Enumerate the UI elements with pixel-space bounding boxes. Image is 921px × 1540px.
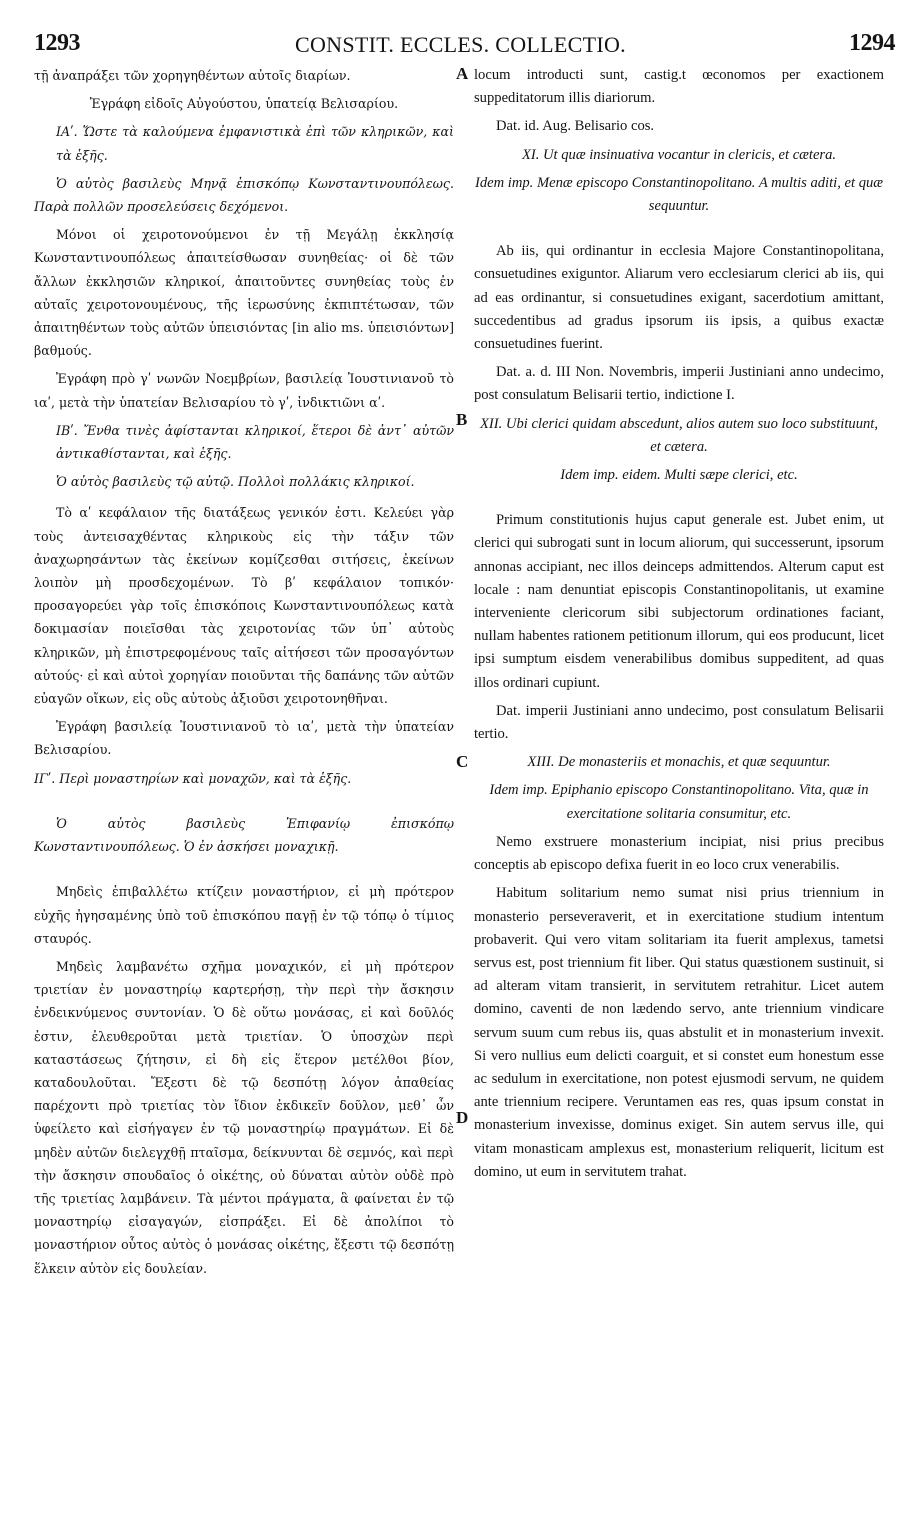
page-number-left: 1293 (34, 30, 80, 56)
running-title: CONSTIT. ECCLES. COLLECTIO. (295, 32, 626, 57)
greek-address-line: Ὁ αὐτὸς βασιλεὺς τῷ αὐτῷ. Πολλοὶ πολλάκις κληρικοί. (56, 474, 415, 490)
greek-date-line: Ἐγράφη πρὸ γʹ νωνῶν Νοεμβρίων, βασιλείᾳ Ἰουστινιανοῦ τὸ ιαʹ, μετὰ τὴν ὑπατείαν Βελισαρίου τὸ γʹ, ἰνδικτιῶνι αʹ. (34, 371, 454, 410)
greek-paragraph: Μόνοι οἱ χειροτονούμενοι ἐν τῇ Μεγάλῃ ἐκκλησίᾳ Κωνσταντινουπόλεως ἀπαιτείσθωσαν συνηθείας· οἱ δὲ τῶν ἄλλων ἐκκλησιῶν κληρικοί, ἀπαιτοῦντες συνηθείας τοὺς ἐν αὐταῖς χειροτονουμένους, τῆς ἱερωσύνης ἐκπιπτέτωσαν, τῶν ἀπαιτηθέντων τοὺς αὐτῶν ὑπεισιόντας [in alio ms. ὑπεισιόντων] βαθμούς. (34, 227, 454, 359)
latin-date-line: Dat. imperii Justiniani anno undecimo, post consulatum Belisarii tertio. (474, 702, 884, 743)
greek-address-line: Ὁ αὐτὸς βασιλεὺς Μηνᾷ ἐπισκόπῳ Κωνσταντινουπόλεως. Παρὰ πολλῶν προσελεύσεις δεχόμενοι. (34, 175, 454, 215)
latin-paragraph: Nemo exstruere monasterium incipiat, nisi prius precibus conceptis ab episcopo defixa fuerit in eo loco crux venerabilis. (474, 833, 884, 874)
latin-column (474, 64, 884, 1189)
page-number-right: 1294 (849, 30, 895, 56)
latin-text-continuation: locum introducti sunt, castig.t œconomos per exactionem suppeditatorum illis diariorum. (474, 67, 884, 107)
latin-paragraph: Ab iis, qui ordinantur in ecclesia Majore Constantinopolitana, consuetudines exiguntor. Aliarum vero ecclesiarum clerici ab iis, qui ad eas ordinantur, si consuetudines exigant, sacerdotium amittant, succedentibus ad gradus ipsorum iis ipsis, a quibus exactæ consuetudines fuerint. (474, 243, 884, 353)
latin-paragraph: Habitum solitarium nemo sumat nisi prius triennium in monasterio perseveraverit, et in exercitatione studium intentum probaverit. Qui vero vitam solitariam ita fuerit amplexus, tametsi servus est, post triennium fit liber. Qui status quæstionem sustinuit, si ad alteram vitam transierit, in servitutem retrahitur. Licet autem domino, caventi de non lædendo servo, ante triennium vindicare servum suum cum rebus iis, quas abstulit et in monasterium invexit. Si vero nullius eum delicti coarguit, et si constet eum honestum esse ac sedulum in exercitatione, non potest ejusmodi servum, ne quidem ante triennium recipere. Veruntamen eas res, quas ipsum constat in monasterium invexisse, dominus exiget. Sin autem servus ille, qui vitam monasticam amplexus est, monasterium reliquerit, licitum est domino, ut eum in servitutem trahat. (474, 885, 884, 1180)
greek-chapter-heading-12: ΙΒʹ. Ἔνθα τινὲς ἀφίστανται κληρικοί, ἕτεροι δὲ ἀντ᾽ αὐτῶν ἀντικαθίστανται, καὶ ἑξῆς. (56, 422, 454, 462)
latin-date-line: Dat. id. Aug. Belisario cos. (496, 118, 655, 135)
latin-chapter-heading-11: XI. Ut quæ insinuativa vocantur in clericis, et cætera. (521, 146, 837, 163)
margin-letter-a: A (456, 64, 469, 83)
latin-date-line: Dat. a. d. III Non. Novembris, imperii Justiniani anno undecimo, post consulatum Belisarii tertio, indictione I. (474, 364, 884, 404)
greek-chapter-heading-13: ΙΓʹ. Περὶ μοναστηρίων καὶ μοναχῶν, καὶ τὰ ἑξῆς. (34, 770, 352, 786)
greek-text-continuation: τῇ ἀναπράξει τῶν χορηγηθέντων αὐτοῖς διαρίων. (34, 68, 351, 83)
margin-letter-d: D (456, 1108, 469, 1127)
latin-chapter-heading-13: XIII. De monasteriis et monachis, et quæ sequuntur. (527, 754, 831, 771)
latin-address-line: Idem imp. Menæ episcopo Constantinopolitano. A multis aditi, et quæ sequuntur. (474, 174, 884, 215)
greek-address-line: Ὁ αὐτὸς βασιλεὺς Ἐπιφανίῳ ἐπισκόπῳ Κωνσταντινουπόλεως. Ὁ ἐν ἀσκήσει μοναχικῇ. (34, 815, 454, 855)
greek-paragraph: Μηδεὶς ἐπιβαλλέτω κτίζειν μοναστήριον, εἰ μὴ πρότερον εὐχῆς ἡγησαμένης ὑπὸ τοῦ ἐπισκόπου παγῇ ἐν τῷ τόπῳ ὁ τίμιος σταυρός. (34, 884, 454, 946)
greek-date-line: Ἐγράφη εἰδοῖς Αὐγούστου, ὑπατείᾳ Βελισαρίου. (89, 96, 399, 112)
greek-column (34, 64, 454, 1285)
latin-address-line: Idem imp. Epiphanio episcopo Constantinopolitano. Vita, quæ in exercitatione solitaria consumitur, etc. (489, 782, 869, 822)
margin-letter-c: C (456, 752, 469, 771)
margin-letter-b: B (456, 410, 468, 429)
greek-chapter-heading-11: ΙΑʹ. Ὥστε τὰ καλούμενα ἐμφανιστικὰ ἐπὶ τῶν κληρικῶν, καὶ τὰ ἑξῆς. (56, 124, 454, 163)
latin-chapter-heading-12: XII. Ubi clerici quidam abscedunt, alios autem suo loco substituunt, et cætera. (479, 415, 879, 455)
greek-date-line: Ἐγράφη βασιλείᾳ Ἰουστινιανοῦ τὸ ιαʹ, μετὰ τὴν ὑπατείαν Βελισαρίου. (34, 719, 454, 758)
page-header (0, 30, 921, 60)
greek-paragraph: Τὸ αʹ κεφάλαιον τῆς διατάξεως γενικόν ἐστι. Κελεύει γὰρ τοὺς ἀντεισαχθέντας κληρικοὺς εἰς τὴν τάξιν τῶν ἀναχωρησάντων τὰς ἐκείνων κομίζεσθαι σιτήσεις, ἐκείνων λοιπὸν μὴ προσδεχομένων. Τὸ βʹ κεφάλαιον τοπικόν· προσαγορεύει γὰρ τοῖς ἐπισκόποις Κωνσταντινουπόλεως κατὰ δοκιμασίαν ποιεῖσθαι τὰς χειροτονίας τῶν ὑπ᾽ αὐτοὺς κληρικῶν, μὴ ἐπιστρεφομένους ταῖς αἰτήσεσι τῶν προσαγόντων αὐτούς· εἰ καὶ αὐτοὶ χορηγίαν ποιοῦνται τῆς δαπάνης τῶν αὐτῶν εὐαγῶν οἴκων, εἰς οὓς αὐτοὺς ἀξιοῦσι χειροτονηθῆναι. (34, 505, 454, 707)
latin-paragraph: Primum constitutionis hujus caput generale est. Jubet enim, ut clerici qui subrogati sunt in locum aliorum, qui successerunt, ipsorum annonas accipiant, nec illos deinceps admittendos. Alterum caput est locale : nam denuntiat episcopis Constantinopolitanis, ut examine interveniente clericorum sibi subjectorum ordinationes faciant, nullam habentes rationem petitionum illorum, qui eos producunt, licet ipsi sumptum eisdem venerabilibus domibus suppeditent, ad quas illos ordinari cupiunt. (474, 512, 884, 691)
greek-paragraph: Μηδεὶς λαμβανέτω σχῆμα μοναχικόν, εἰ μὴ πρότερον τριετίαν ἐν μοναστηρίῳ καρτερήσῃ, τὴν περὶ τὴν ἄσκησιν ἐνδεικνύμενος συντονίαν. Ὁ δὲ οὕτω μονάσας, εἰ καὶ δοῦλός ἐστιν, ἐλευθεροῦται μετὰ τριετίαν. Ὁ ὑποσχὼν περὶ καταστάσεως ζήτησιν, εἰ δὴ εἰς ἕτερον μετέλθοι βίον, καταδουλοῦται. Ἔξεστι δὲ τῷ δεσπότῃ λόγον ἀπαθείας παρέχοντι πρὸ τριετίας τὸν ἴδιον ἐκδικεῖν δοῦλον, μεθ᾽ ὧν ὑφείλετο καὶ εἰσήγαγεν ἐν τῷ μοναστηρίῳ πραγμάτων. Εἰ δὲ μηδὲν αὐτῶν διελεγχθῇ πταῖσμα, δείκνυνται δὲ σεμνός, καὶ περὶ τὴν ἄσκησιν σπουδαῖος ὁ οἰκέτης, οὐ δύναται αὐτὸν οὐδὲ πρὸ τῆς τριετίας λαμβάνειν. Τὰ μέντοι πράγματα, ἃ φαίνεται ἐν τῷ μοναστηρίῳ εἰσαγαγών, εἰσπράξει. Εἰ δὲ ἀπολίποι τὸ μοναστήριον οὗτος αὐτὸς ὁ μονάσας οἰκέτης, ἔξεστι τῷ δεσπότῃ ἕλκειν αὐτὸν εἰς δουλείαν. (34, 958, 454, 1276)
latin-address-line: Idem imp. eidem. Multi sæpe clerici, etc. (560, 467, 798, 484)
